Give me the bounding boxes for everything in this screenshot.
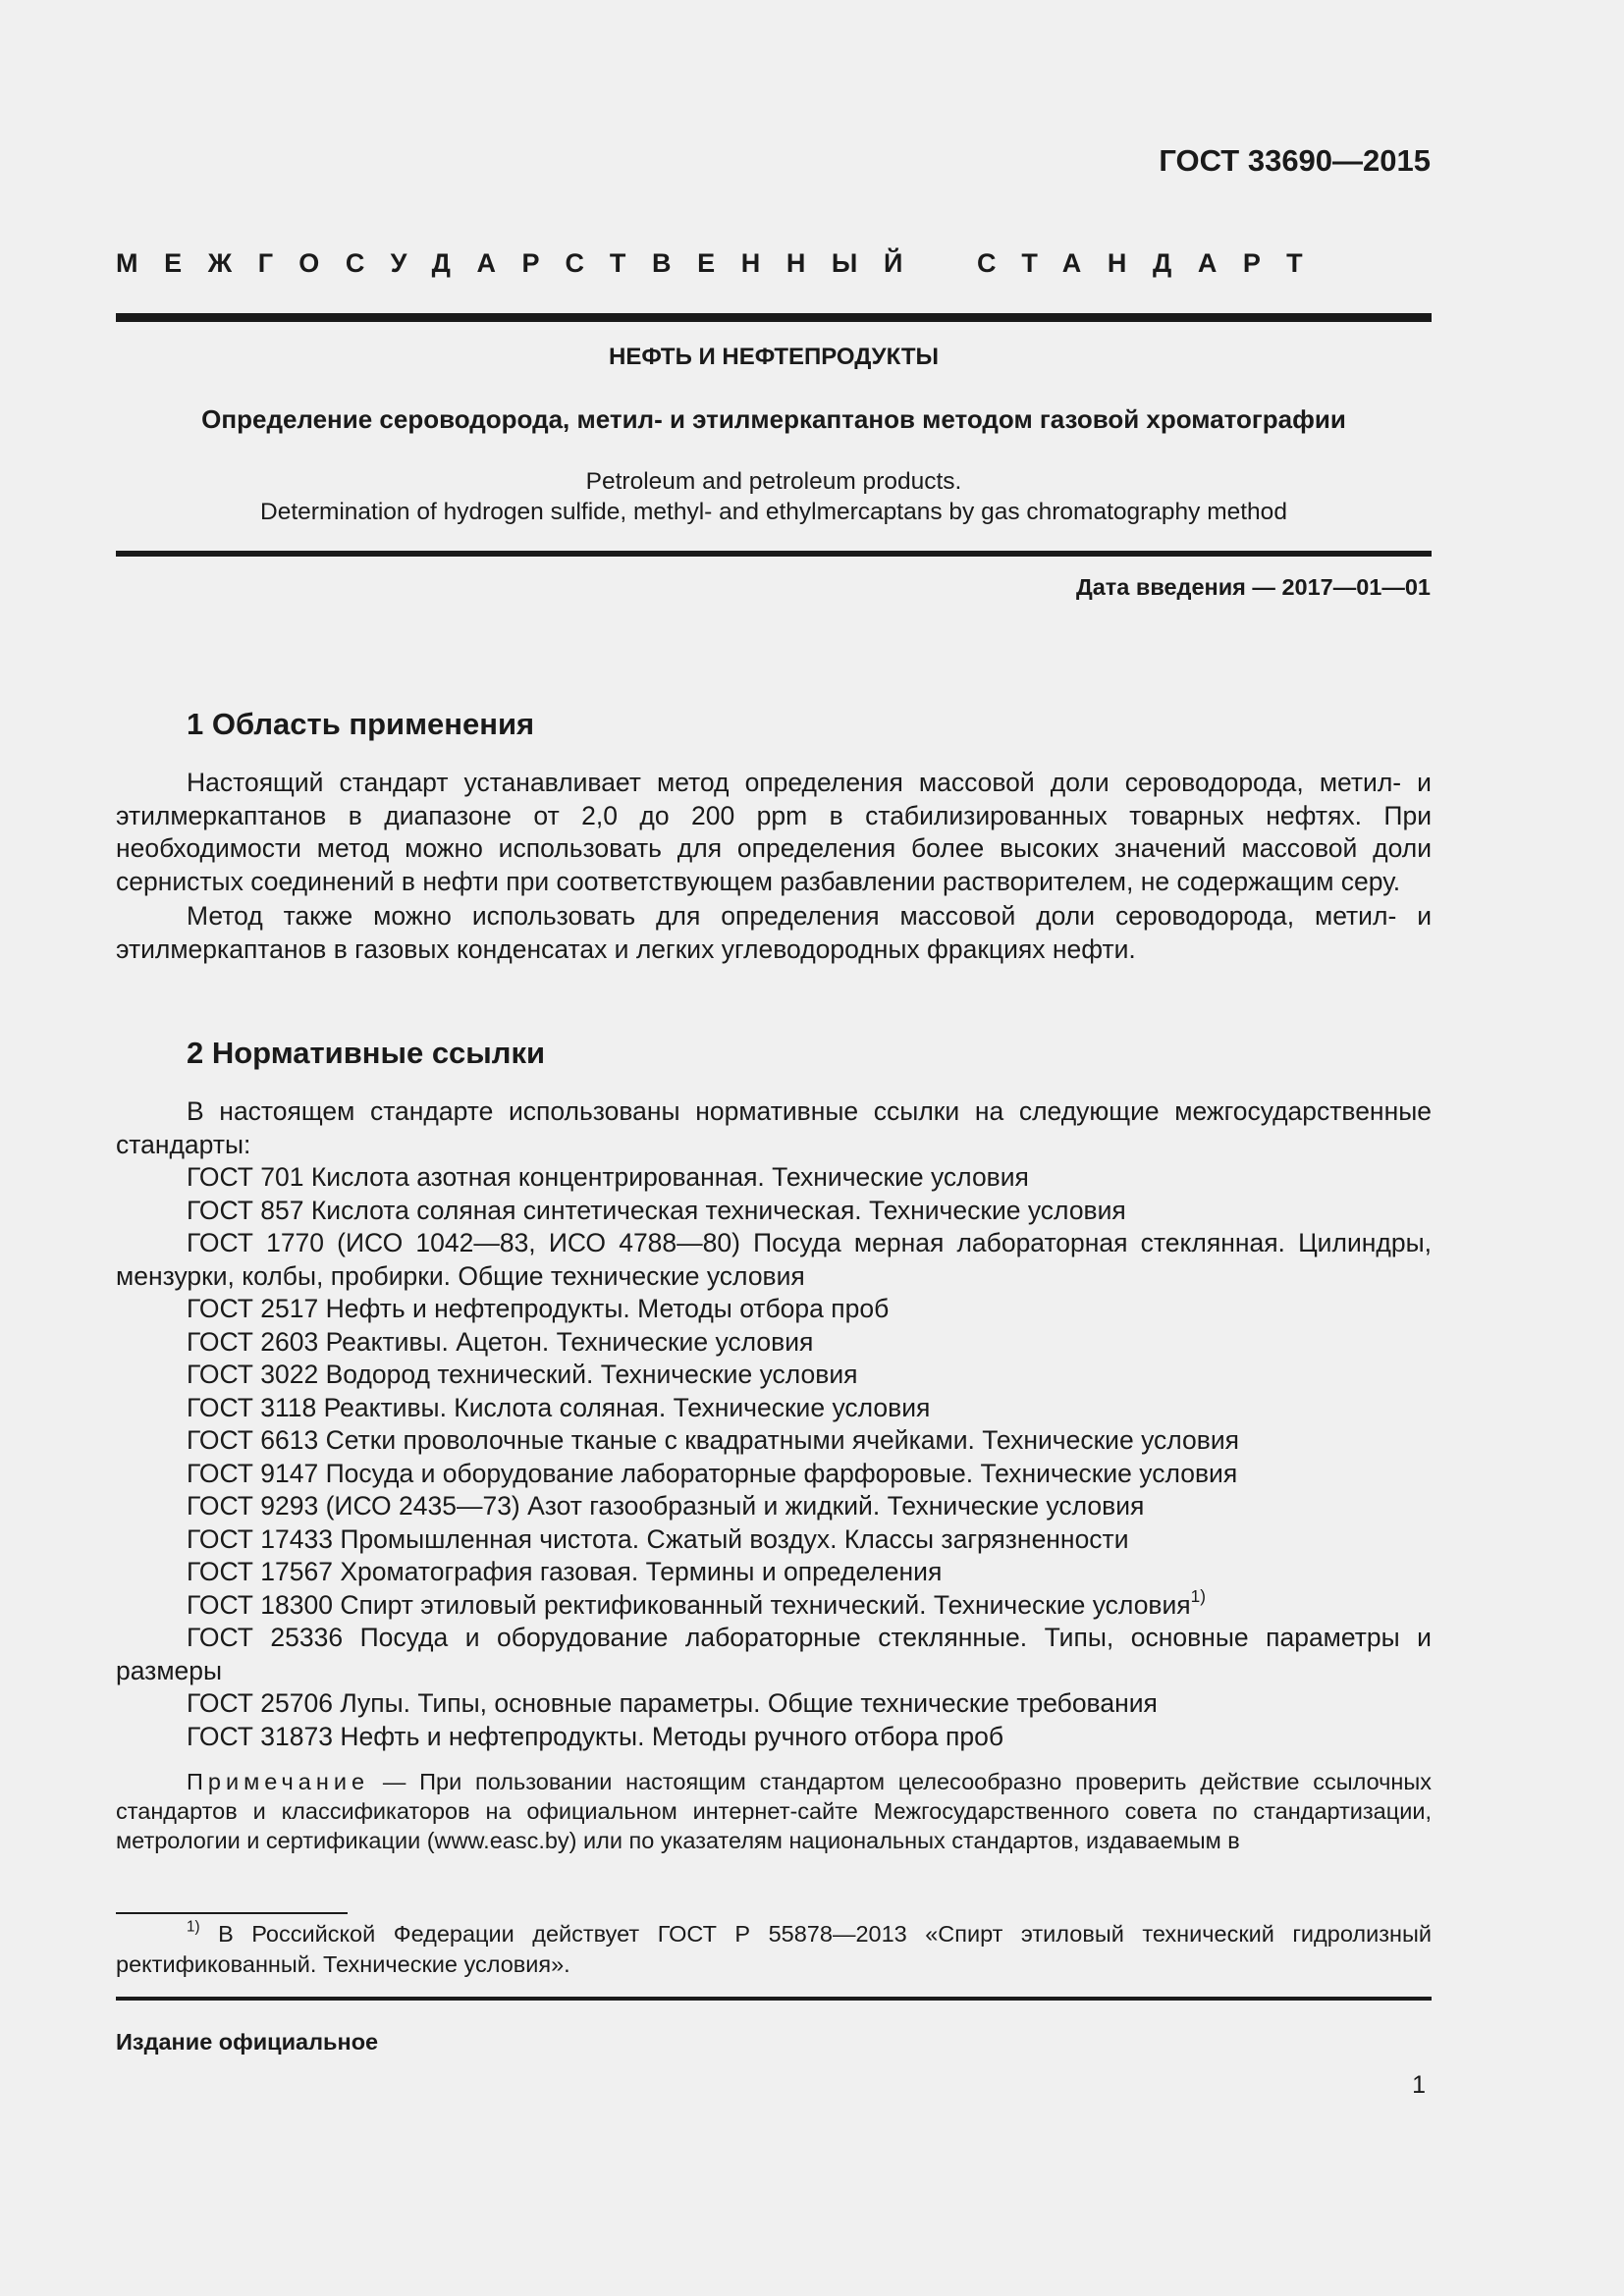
reference-item: ГОСТ 701 Кислота азотная концентрированная. Технические условия — [187, 1162, 1029, 1192]
reference-item: ГОСТ 9147 Посуда и оборудование лабораторные фарфоровые. Технические условия — [187, 1458, 1238, 1488]
official-edition-label: Издание официальное — [116, 2029, 379, 2055]
reference-item: ГОСТ 17567 Хроматография газовая. Термины и определения — [187, 1557, 943, 1586]
section-2-heading: 2 Нормативные ссылки — [187, 1036, 546, 1070]
note-paragraph — [116, 1767, 1432, 1855]
reference-item: ГОСТ 2517 Нефть и нефтепродукты. Методы отбора проб — [187, 1294, 890, 1323]
section-2-body — [116, 1095, 1432, 1753]
reference-item: ГОСТ 1770 (ИСО 1042—83, ИСО 4788—80) Посуда мерная лабораторная стеклянная. Цилиндры, мензурки, колбы, пробирки. Общие технические условия — [116, 1228, 1432, 1291]
reference-item: ГОСТ 9293 (ИСО 2435—73) Азот газообразный и жидкий. Технические условия — [187, 1491, 1145, 1521]
reference-item: ГОСТ 25706 Лупы. Типы, основные параметры. Общие технические требования — [187, 1688, 1158, 1718]
banner-word-standard: СТАНДАРТ — [976, 248, 1329, 278]
document-subtitle-en — [116, 466, 1432, 527]
footnote-marker[interactable]: 1) — [1190, 1585, 1206, 1606]
document-number: ГОСТ 33690—2015 — [1159, 143, 1431, 178]
normative-references-list-continued — [116, 1622, 1432, 1753]
note-text: — При пользовании настоящим стандартом целесообразно проверить действие ссылочных стандартов и классификаторов на официальном интернет-сайте Межгосударственного совета по стандартизации, метрологии и сертификации (www.easc.by) или по указателям национальных стандартов, издаваемым в — [116, 1769, 1432, 1853]
section-1-heading: 1 Область применения — [187, 707, 535, 741]
section-1-paragraph: Метод также можно использовать для определения массовой доли сероводорода, метил- и этилмеркаптанов в газовых конденсатах и легких углеводородных фракциях нефти. — [116, 901, 1432, 964]
reference-item: ГОСТ 31873 Нефть и нефтепродукты. Методы ручного отбора проб — [187, 1721, 1004, 1751]
introduction-date: Дата введения — 2017—01—01 — [1075, 574, 1431, 600]
reference-item: ГОСТ 17433 Промышленная чистота. Сжатый воздух. Классы загрязненности — [187, 1523, 1129, 1554]
section-1-paragraph: Настоящий стандарт устанавливает метод определения массовой доли сероводорода, метил- и этилмеркаптанов в диапазоне от 2,0 до 200 ppm в стабилизированных товарных нефтях. При необходимости метод можно использовать для определения более высоких значений массовой доли сернистых соединений в нефти при соответствующем разбавлении растворителем, не содержащим серу. — [116, 768, 1432, 896]
subtitle-en-line-2: Determination of hydrogen sulfide, methyl- and ethylmercaptans by gas chromatography method — [260, 499, 1287, 525]
subtitle-en-line-1: Petroleum and petroleum products. — [585, 468, 962, 495]
footer-divider — [116, 1997, 1432, 2001]
reference-item: ГОСТ 3118 Реактивы. Кислота соляная. Технические условия — [187, 1392, 931, 1422]
footnote — [116, 1919, 1432, 1980]
document-subtitle-ru: Определение сероводорода, метил- и этилмеркаптанов методом газовой хроматографии — [201, 404, 1346, 434]
footnote-text: В Российской Федерации действует ГОСТ Р 55878—2013 «Спирт этиловый технический гидролизный ректификованный. Технические условия». — [116, 1921, 1432, 1977]
section-1-body — [116, 767, 1432, 966]
reference-text: ГОСТ 18300 Спирт этиловый ректификованный технический. Технические условия — [187, 1589, 1191, 1620]
top-divider — [116, 313, 1432, 322]
normative-references-list — [116, 1161, 1432, 1589]
reference-item: ГОСТ 2603 Реактивы. Ацетон. Технические условия — [187, 1326, 814, 1357]
note-label: Примечание — [187, 1769, 370, 1794]
reference-item: ГОСТ 6613 Сетки проволочные тканые с квадратными ячейками. Технические условия — [187, 1425, 1239, 1455]
footnote-mark: 1) — [187, 1918, 200, 1936]
reference-item — [116, 1585, 1432, 1623]
reference-item: ГОСТ 857 Кислота соляная синтетическая техническая. Технические условия — [187, 1195, 1126, 1225]
title-divider — [116, 551, 1432, 557]
interstate-standard-banner — [116, 248, 1432, 279]
document-title: НЕФТЬ И НЕФТЕПРОДУКТЫ — [609, 344, 939, 370]
section-2-intro: В настоящем стандарте использованы нормативные ссылки на следующие межгосударственные стандарты: — [116, 1096, 1432, 1159]
reference-item: ГОСТ 3022 Водород технический. Технические условия — [187, 1360, 858, 1389]
reference-item: ГОСТ 25336 Посуда и оборудование лабораторные стеклянные. Типы, основные параметры и размеры — [116, 1623, 1432, 1685]
page-number: 1 — [1412, 2071, 1426, 2099]
footnote-separator — [116, 1912, 348, 1914]
banner-word-interstate: МЕЖГОСУДАРСТВЕННЫЙ — [116, 248, 929, 278]
